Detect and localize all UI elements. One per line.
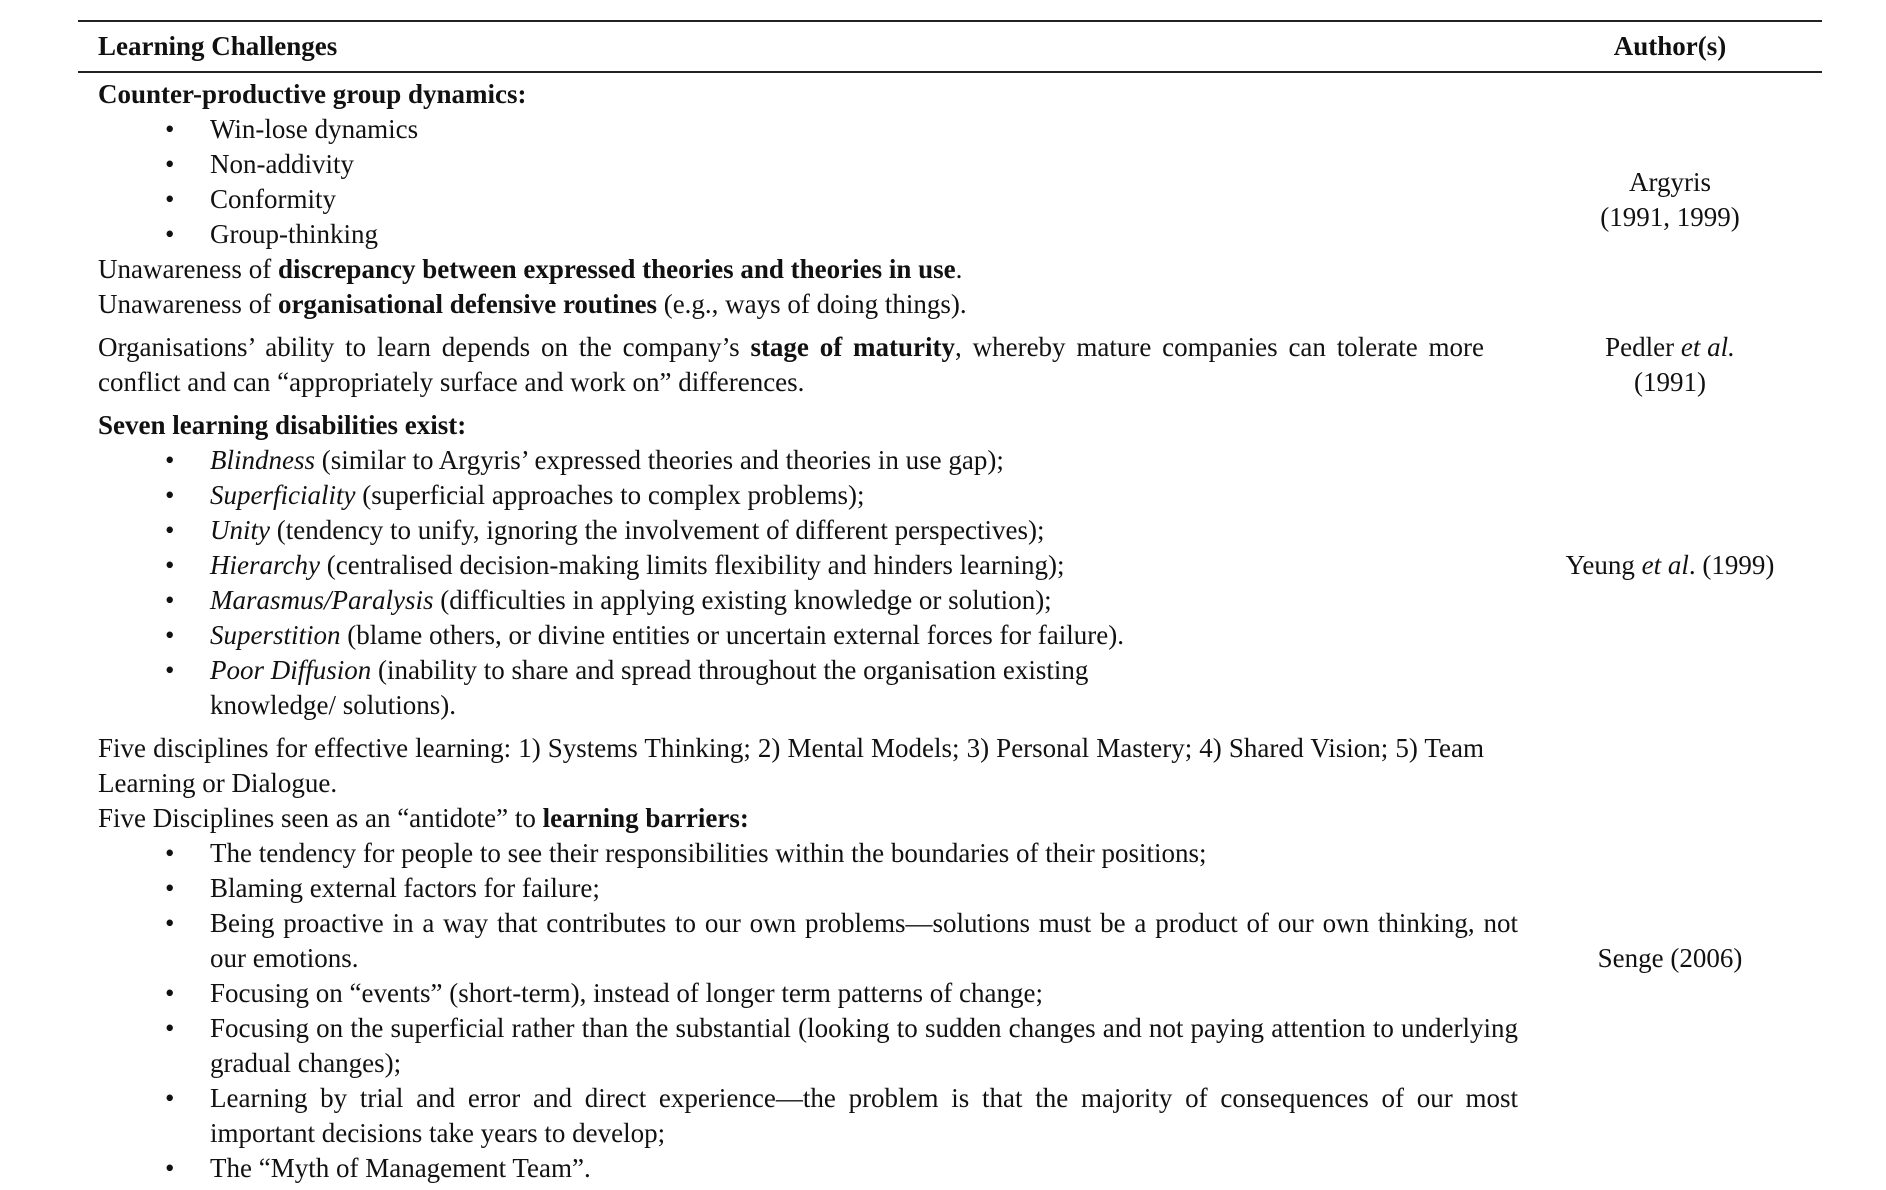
paragraph <box>98 287 1518 322</box>
term: Unity <box>210 515 270 545</box>
paragraph <box>98 801 1518 836</box>
description: (blame others, or divine entities or uncertain external forces for failure). <box>340 620 1124 650</box>
learning-challenges-table <box>78 20 1822 1190</box>
list-item <box>98 513 1518 548</box>
paragraph: Five disciplines for effective learning: 1) Systems Thinking; 2) Mental Models; 3) Personal Mastery; 4) Shared Vision; 5) Team Learning or Dialogue. <box>98 733 1484 798</box>
author-cell <box>1518 548 1822 583</box>
bold-segment: organisational defensive routines <box>277 289 657 319</box>
list-item: • Win-lose dynamics <box>98 112 1518 147</box>
challenge-cell <box>78 77 1518 322</box>
text-segment: , whereby mature companies can tolerate more conflict and can “appropriately surface and work on” differences. <box>98 332 1484 397</box>
challenge-cell <box>78 408 1518 723</box>
table-row-senge <box>78 727 1822 1190</box>
row-heading: Counter-productive group dynamics: <box>98 79 527 109</box>
bullet-list <box>98 836 1518 1186</box>
list-item: • Being proactive in a way that contributes to our own problems—solutions must be a product of our own thinking, not our emotions. <box>98 906 1518 976</box>
list-item <box>98 548 1518 583</box>
row-heading: Seven learning disabilities exist: <box>98 410 467 440</box>
term: Blindness <box>210 445 315 475</box>
text-segment: Unawareness of <box>98 254 278 284</box>
author-name <box>1518 330 1822 365</box>
list-item <box>98 618 1518 653</box>
description: (inability to share and spread throughout the organisation existing knowledge/ solutions). <box>210 655 1089 720</box>
paragraph <box>98 252 1518 287</box>
term: Poor Diffusion <box>210 655 372 685</box>
bold-segment: learning barriers: <box>542 803 749 833</box>
author-year: (1991, 1999) <box>1600 201 1740 232</box>
text-segment: Yeung <box>1565 550 1642 580</box>
description: (superficial approaches to complex problems); <box>355 480 865 510</box>
author-cell <box>1518 330 1822 400</box>
term: Superficiality <box>210 480 356 510</box>
bullet-list <box>98 112 1518 252</box>
author-name <box>1518 548 1822 583</box>
term: Marasmus/Paralysis <box>210 585 434 615</box>
paragraph <box>98 330 1518 400</box>
author-cell <box>1518 165 1822 235</box>
bold-segment: discrepancy between expressed theories and theories in use <box>277 254 956 284</box>
author-cell <box>1518 941 1822 976</box>
list-item <box>98 478 1518 513</box>
list-item: • Focusing on the superficial rather than the substantial (looking to sudden changes and not paying attention to underlying gradual changes); <box>98 1011 1518 1081</box>
text-segment: Five Disciplines seen as an “antidote” to <box>98 803 543 833</box>
text-segment: . <box>955 254 963 284</box>
table-row-pedler <box>78 326 1822 404</box>
list-item <box>98 443 1518 478</box>
list-item: • Group-thinking <box>98 217 1518 252</box>
description: (difficulties in applying existing knowledge or solution); <box>433 585 1052 615</box>
italic-segment: et al <box>1641 550 1689 580</box>
header-authors: Author(s) <box>1613 31 1727 61</box>
text-segment: Pedler <box>1605 332 1681 362</box>
list-item <box>98 653 1518 723</box>
list-item <box>98 583 1518 618</box>
text-segment: Organisations’ ability to learn depends on the company’s <box>98 332 751 362</box>
term: Superstition <box>210 620 341 650</box>
author-year: (1991) <box>1634 367 1706 397</box>
text-segment: Unawareness of <box>98 289 278 319</box>
table-header-row <box>78 22 1822 71</box>
table-row-yeung <box>78 404 1822 727</box>
author-name: Senge (2006) <box>1597 943 1743 973</box>
challenge-cell <box>78 330 1518 400</box>
list-item: • Blaming external factors for failure; <box>98 871 1518 906</box>
bullet-list <box>98 443 1518 723</box>
text-segment: . (1999) <box>1688 550 1775 580</box>
description: (similar to Argyris’ expressed theories and theories in use gap); <box>315 445 1004 475</box>
list-item: • The “Myth of Management Team”. <box>98 1151 1518 1186</box>
list-item: • Learning by trial and error and direct experience—the problem is that the majority of consequences of our most important decisions take years to develop; <box>98 1081 1518 1151</box>
challenge-cell <box>78 731 1518 1186</box>
italic-segment: et al. <box>1680 332 1735 362</box>
table-row-argyris <box>78 73 1822 326</box>
list-item: • The tendency for people to see their responsibilities within the boundaries of their positions; <box>98 836 1518 871</box>
header-learning-challenges: Learning Challenges <box>98 31 338 61</box>
bold-segment: stage of maturity <box>750 332 956 362</box>
description: (centralised decision-making limits flexibility and hinders learning); <box>319 550 1065 580</box>
list-item: • Conformity <box>98 182 1518 217</box>
list-item: • Non-addivity <box>98 147 1518 182</box>
text-segment: (e.g., ways of doing things). <box>656 289 967 319</box>
author-name: Argyris <box>1628 166 1711 197</box>
description: (tendency to unify, ignoring the involvement of different perspectives); <box>270 515 1045 545</box>
term: Hierarchy <box>210 550 320 580</box>
list-item: • Focusing on “events” (short-term), instead of longer term patterns of change; <box>98 976 1518 1011</box>
